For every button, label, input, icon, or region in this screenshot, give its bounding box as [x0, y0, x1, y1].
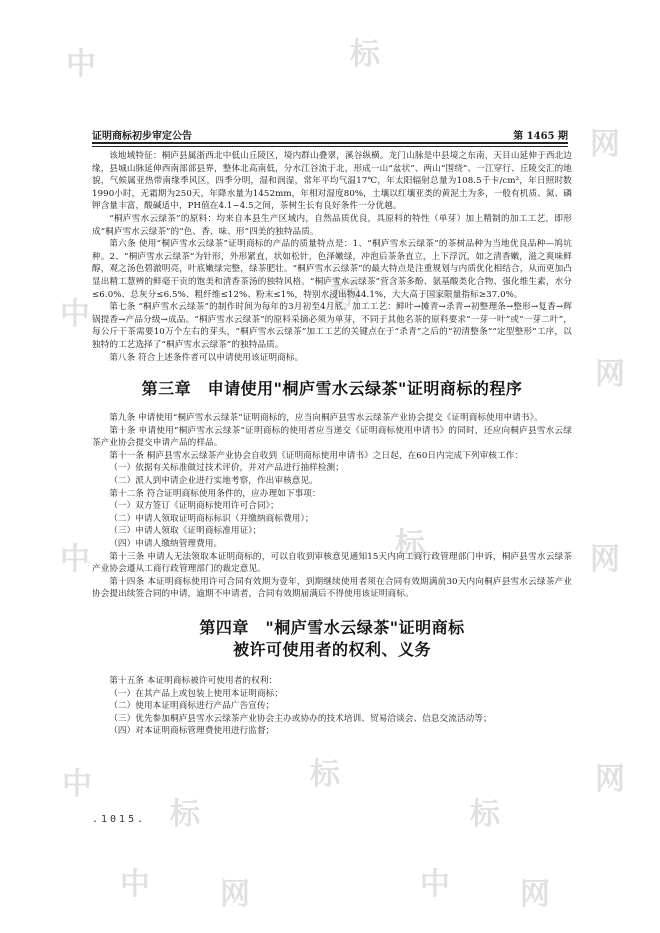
paragraph: 第十一条 桐庐县雪水云绿茶产业协会自收到《证明商标使用申请书》之日起，在60日内完成下列审核工作：	[109, 450, 524, 461]
watermark: 标	[310, 757, 340, 792]
chapter-4-title-line1: 第四章 "桐庐雪水云绿茶"证明商标	[199, 618, 465, 637]
watermark: 网	[590, 127, 620, 162]
paragraph: 第十四条 本证明商标使用许可合同有效期为壹年，到期继续使用者须在合同有效期满前30天内向桐庐县雪水云绿茶产业协会提出续签合同的申请，逾期不申请者，合同有效期届满后不得使用该证明商标。	[92, 576, 572, 600]
chapter-title	[92, 617, 572, 661]
list-item: （三）申请人领取《证明商标准用证》；	[109, 526, 262, 537]
watermark: 标	[170, 797, 200, 832]
paragraph: 第十五条 本证明商标被许可使用者的权利：	[109, 676, 278, 686]
paragraph: 第十二条 符合证明商标使用条件的，应办理如下事项：	[109, 488, 321, 499]
list-item: （一）双方签订《证明商标使用许可合同》；	[109, 501, 279, 512]
watermark: 网	[590, 542, 620, 577]
paragraph: 第八条 符合上述条件者可以申请使用该证明商标。	[109, 352, 304, 363]
watermark: 网	[520, 877, 550, 912]
paragraph: “桐庐雪水云绿茶”的原料：均来自本县生产区域内，自然品质优良，具原料的特性（单芽）加上精制的加工工艺，即形成“桐庐雪水云绿茶”的“色、香、味、形”四美的独特品质。	[92, 213, 572, 237]
chapter-4-title-line2: 被许可使用者的权利、义务	[232, 640, 431, 659]
watermark: 中	[420, 867, 450, 902]
header-rule-thin	[92, 146, 568, 147]
paragraph: 第十条 申请使用“桐庐雪水云绿茶”证明商标的使用者应当递交《证明商标使用申请书》的同时，还应向桐庐县雪水云绿茶产业协会提交申请产品的样品。	[92, 425, 572, 449]
watermark: 标	[470, 797, 500, 832]
watermark: 网	[595, 762, 625, 797]
header-title: 证明商标初步审定公告	[92, 131, 192, 142]
document-body	[92, 150, 572, 738]
paragraph: 第九条 申请使用“桐庐雪水云绿茶”证明商标的，应当向桐庐县雪水云绿茶产业协会提交《证明商标使用申请书》。	[109, 413, 543, 424]
watermark: 标	[350, 37, 380, 72]
list-item: （二）使用本证明商标进行产品广告宣传；	[109, 701, 275, 712]
watermark: 中	[62, 767, 92, 802]
watermark: 标	[395, 527, 425, 562]
watermark: 标	[330, 277, 360, 312]
page-header	[92, 127, 568, 143]
chapter-3-title: 第三章 申请使用"桐庐雪水云绿茶"证明商标的程序	[141, 379, 523, 399]
list-item: （一）依据有关标准做过技术评价，并对产品进行抽样检测；	[109, 463, 344, 474]
list-item: （二）申请人领取证明商标标识（并缴纳商标费用）；	[109, 513, 314, 524]
watermark: 中	[60, 297, 90, 332]
page-number: .1015.	[92, 814, 147, 825]
paragraph: 第十三条 申请人无法领取本证明商标的，可以自收到审核意见通知15天内向工商行政管理部门申诉，桐庐县雪水云绿茶产业协会遵从工商行政管理部门的裁定意见。	[92, 551, 572, 575]
list-item: （四）申请人缴纳管理费用。	[109, 539, 223, 550]
list-item: （三）优先参加桐庐县雪水云绿茶产业协会主办或协办的技术培训、贸易洽谈会、信息交流活动等；	[109, 713, 492, 724]
watermark: 网	[595, 357, 625, 392]
watermark: 中	[120, 867, 150, 902]
list-item: （四）对本证明商标管理费使用进行监督；	[109, 726, 275, 737]
watermark: 中	[66, 47, 96, 82]
chapter-title	[92, 378, 572, 400]
paragraph: 该地域特征：桐庐县属浙西北中低山丘陵区，境内群山叠翠，溪谷纵横。龙门山脉是中县境之东南，天目山延伸于西北边缘，县城山脉延伸西南部部县界，整体北高南低，分水江谷流于北，形成一山“盆状”、两山“围绕”、一江穿行、丘陵交汇的地貌，气候属亚热带南缘季风区，四季分明，湿和润湿，常年平均气温17℃，年太阳辐射总量为108.5千卡/cm²，年日照时数1990小时，无霜期为250天，年降水量为1452mm，年相对湿度80%，土壤以红壤亚类的黄泥土为多，一般有机质、氮、磷钾含量丰富，酸碱适中，PH值在4.1~4.5之间，茶树生长有良好条件一分优越。	[92, 151, 572, 212]
watermark: 网	[220, 877, 250, 912]
list-item: （二）派人到申请企业进行实地考察，作出审核意见。	[109, 476, 318, 487]
paragraph: 第六条 使用“桐庐雪水云绿茶”证明商标的产品的质量特点是：1、“桐庐雪水云绿茶”的茶树品种为当地优良品种—鸠坑种。2、“桐庐雪水云绿茶”为针形，外形紧直，状如松针，色泽嫩绿，冲泡后茶条直立，上下浮沉，如之清香嫩，滋之爽味鲜醇，观之汤色碧澈明亮，叶底嫩绿完整，绿茶肥壮。“桐庐雪水云绿茶”的最大特点是注重规划与内质优化相结合，从而更加凸显出精工慧辨的鲜毫干贡的饱美和清香茶汤的独特风格。“桐庐雪水云绿茶”营含茶多酚、氨基酸类化合物、强化维生素，水分≤6.0%、总灰分≤6.5%、粗纤维≤12%、粉末≤1%，特别水浸出物44.1%，大大高于国家限量指标≥37.0%。	[92, 239, 572, 300]
header-rule	[92, 142, 568, 144]
issue-number: 第 1465 期	[513, 131, 568, 142]
list-item: （一）在其产品上或包装上使用本证明商标；	[109, 688, 284, 699]
watermark: 中	[60, 542, 90, 577]
paragraph: 第七条 “桐庐雪水云绿茶”的制作时间为每年的3月初至4月底。加工工艺：鲜叶→摊青→杀青→初整理条→整形→复香→辉锅提香→产品分级→成品。“桐庐雪水云绿茶”的原料采摘必须为单芽，不同于其他名茶的原料要求“一芽一叶”或“一芽二叶”，每公斤干茶需要10万个左右的芽头，“桐庐雪水云绿茶”加工工艺的关键点在于“杀青”之后的“初清整条”“定型整形”工序，以独特的工艺选择了“桐庐雪水云绿茶”的独特品质。	[92, 302, 572, 350]
